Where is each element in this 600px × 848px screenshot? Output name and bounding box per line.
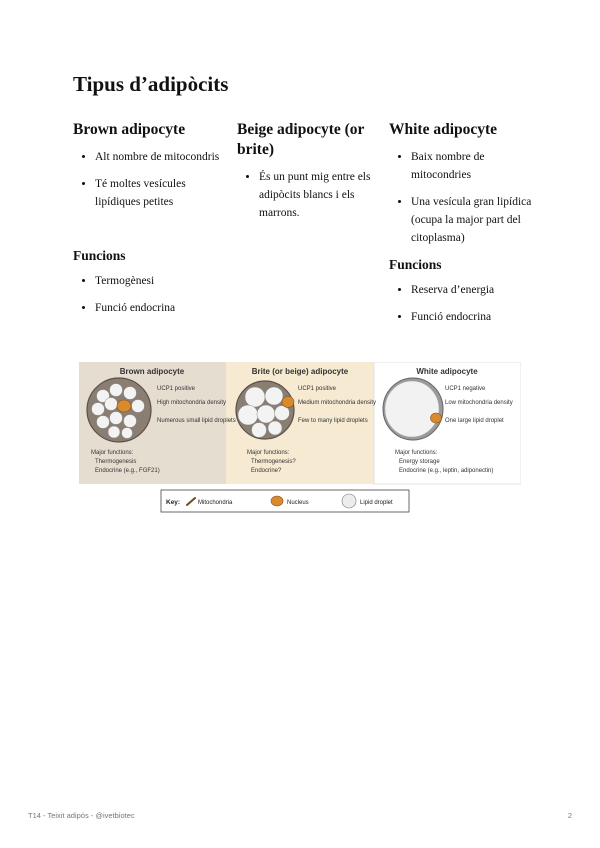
key-nucleus: Nucleus xyxy=(287,500,309,506)
brown-cell-illustration xyxy=(87,378,151,442)
key-mitochondria: Mitochondria xyxy=(198,500,233,506)
white-functions-heading: Funcions xyxy=(389,257,442,272)
brown-nucleus xyxy=(117,400,131,412)
list-item: • Funció endocrina xyxy=(95,299,223,317)
svg-text:UCP1 negative: UCP1 negative xyxy=(445,386,486,392)
svg-text:Low mitochondria density: Low mitochondria density xyxy=(445,400,513,406)
svg-text:Endocrine?: Endocrine? xyxy=(251,468,282,474)
list-item: • Funció endocrina xyxy=(411,308,534,326)
svg-text:High mitochondria density: High mitochondria density xyxy=(157,400,227,406)
svg-text:One large lipid droplet: One large lipid droplet xyxy=(445,418,504,424)
brown-functions-heading: Funcions xyxy=(73,248,126,263)
brown-column xyxy=(73,120,223,326)
list-item: • Termogènesi xyxy=(95,272,223,290)
beige-column xyxy=(237,120,372,231)
page-number: 2 xyxy=(567,811,572,820)
white-panel-title: White adipocyte xyxy=(416,367,478,376)
key-lipid-droplet: Lipid droplet xyxy=(360,500,393,506)
svg-text:Few to many lipid droplets: Few to many lipid droplets xyxy=(298,418,368,424)
svg-text:Major functions:: Major functions: xyxy=(395,450,438,456)
list-item: • Baix nombre de mitocondries xyxy=(411,148,534,184)
svg-text:Endocrine (e.g., FGF21): Endocrine (e.g., FGF21) xyxy=(95,468,160,474)
beige-nucleus xyxy=(282,397,294,408)
svg-text:Thermogenesis: Thermogenesis xyxy=(95,459,137,465)
beige-panel-title: Brite (or beige) adipocyte xyxy=(251,367,349,376)
svg-text:UCP1 positive: UCP1 positive xyxy=(298,386,337,392)
svg-text:Endocrine (e.g., leptin, adipo: Endocrine (e.g., leptin, adiponectin) xyxy=(399,468,494,474)
beige-heading: Beige adipocyte (or brite) xyxy=(237,121,365,158)
svg-text:UCP1 positive: UCP1 positive xyxy=(157,386,196,392)
brown-panel-title: Brown adipocyte xyxy=(119,367,185,376)
list-item: • Reserva d’energia xyxy=(411,281,534,299)
brown-bullets xyxy=(73,148,223,211)
svg-text:Numerous small lipid droplets: Numerous small lipid droplets xyxy=(157,418,236,424)
svg-text:Medium mitochondria density: Medium mitochondria density xyxy=(298,400,377,406)
white-nucleus xyxy=(431,413,442,423)
brown-functions-list xyxy=(73,272,223,317)
white-bullets xyxy=(389,148,534,247)
list-item: • És un punt mig entre els adipòcits blancs i els marrons. xyxy=(259,168,372,222)
figure-key xyxy=(161,490,409,512)
svg-text:Major functions:: Major functions: xyxy=(247,450,290,456)
svg-text:Energy storage: Energy storage xyxy=(399,459,440,465)
brown-heading: Brown adipocyte xyxy=(73,121,186,138)
lipid-droplet-icon xyxy=(342,494,356,508)
white-cell-illustration xyxy=(383,378,443,440)
adipocyte-figure xyxy=(79,362,521,514)
white-heading: White adipocyte xyxy=(389,121,498,138)
key-label: Key: xyxy=(166,499,181,506)
footer-left: T14 - Teixit adipós - @ivetbiotec xyxy=(28,811,135,820)
white-column xyxy=(389,120,534,335)
svg-text:Major functions:: Major functions: xyxy=(91,450,134,456)
list-item: • Alt nombre de mitocondris xyxy=(95,148,223,166)
list-item: • Una vesícula gran lipídica (ocupa la major part del citoplasma) xyxy=(411,193,534,247)
page-title: Tipus d’adipòcits xyxy=(73,72,229,96)
svg-text:Thermogenesis?: Thermogenesis? xyxy=(251,459,296,465)
white-functions-list xyxy=(389,281,534,326)
beige-bullets xyxy=(237,168,372,222)
beige-cell-illustration xyxy=(236,381,294,439)
list-item: • Té moltes vesícules lipídiques petites xyxy=(95,175,223,211)
nucleus-icon xyxy=(271,496,283,506)
